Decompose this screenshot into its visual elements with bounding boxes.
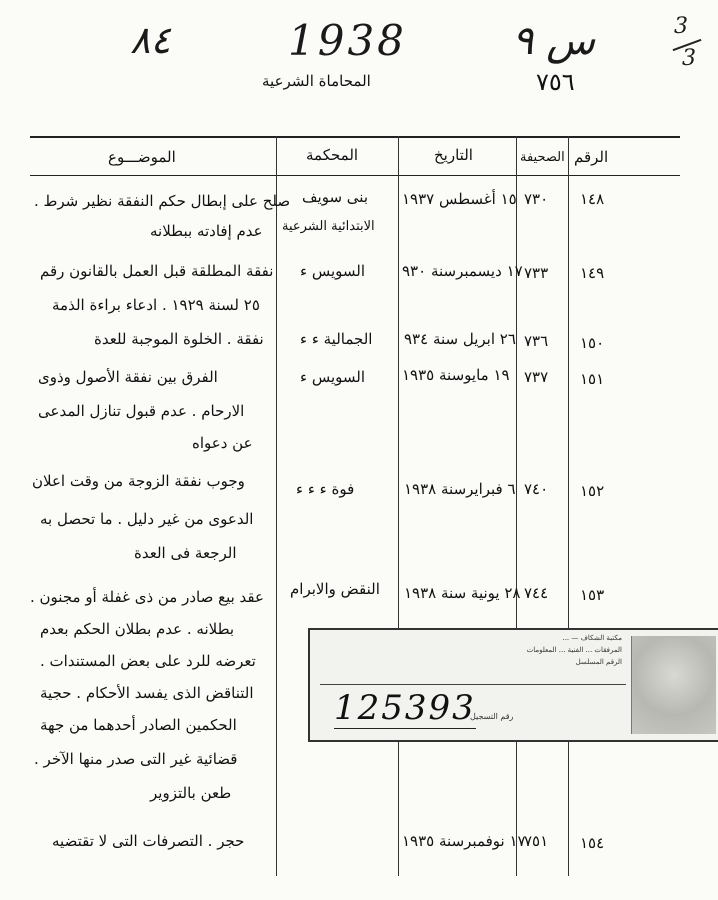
column-divider-date — [516, 136, 517, 876]
row-150-date: ٢٦ ابريل سنة ٩٣٤ — [404, 330, 516, 348]
row-150-page: ٧٣٦ — [524, 332, 549, 350]
column-divider-page — [568, 136, 569, 876]
stamp-photo — [631, 636, 716, 734]
col-header-court: المحكمة — [306, 146, 359, 164]
row-150-subject-1: نفقة . الخلوة الموجبة للعدة — [94, 330, 264, 348]
row-154-subject-1: حجر . التصرفات التى لا تقتضيه — [52, 832, 245, 850]
row-153-subject-7: طعن بالتزوير — [150, 784, 232, 802]
stamp-line-3: الرقم المسلسل — [575, 658, 622, 666]
row-153-date: ٢٨ يونية سنة ١٩٣٨ — [404, 584, 521, 602]
row-152-date: ٦ فبرايرسنة ١٩٣٨ — [404, 480, 516, 498]
col-header-page: الصحيفة — [520, 150, 565, 165]
row-153-subject-6: قضائية غير التى صدر منها الآخر . — [34, 750, 238, 768]
row-148-subject-1: صلح على إبطال حكم النفقة نظير شرط . — [34, 192, 291, 210]
row-151-page: ٧٣٧ — [524, 368, 549, 386]
library-stamp — [308, 628, 718, 742]
col-header-date: التاريخ — [434, 146, 473, 164]
journal-title: المحاماة الشرعية — [262, 72, 371, 90]
row-149-number: ١٤٩ — [580, 264, 605, 282]
row-148-number: ١٤٨ — [580, 190, 605, 208]
table-header-rule — [30, 175, 680, 176]
stamp-line-2: المرفقات ... الفنية ... المعلومات — [526, 646, 622, 654]
row-154-page: ٧٥١ — [524, 832, 549, 850]
row-152-court: فوة ﺀ ﺀ ﺀ — [296, 480, 355, 498]
row-153-court: النقض والابرام — [290, 580, 380, 598]
row-152-page: ٧٤٠ — [524, 480, 549, 498]
registration-number: 125393 — [334, 688, 476, 728]
fraction-numerator: 3 — [674, 14, 688, 39]
row-148-court-2: الابتدائية الشرعية — [282, 219, 375, 234]
row-151-date: ١٩ مايوسنة ١٩٣٥ — [402, 366, 510, 384]
row-153-number: ١٥٣ — [580, 586, 605, 604]
row-149-subject-1: نفقة المطلقة قبل العمل بالقانون رقم — [40, 262, 274, 280]
row-153-subject-4: التناقض الذى يفسد الأحكام . حجية — [40, 684, 254, 702]
row-152-subject-1: وجوب نفقة الزوجة من وقت اعلان — [32, 472, 245, 490]
row-153-subject-5: الحكمين الصادر أحدهما من جهة — [40, 716, 237, 734]
row-154-date: ١٧ نوفمبرسنة ١٩٣٥ — [402, 832, 526, 850]
col-header-subject: الموضـــوع — [108, 148, 176, 166]
row-152-subject-3: الرجعة فى العدة — [134, 544, 237, 562]
row-154-number: ١٥٤ — [580, 834, 605, 852]
row-149-date: ١٧ ديسمبرسنة ٩٣٠ — [402, 262, 523, 280]
fraction-denominator: 3 — [682, 46, 696, 71]
row-149-page: ٧٣٣ — [524, 264, 549, 282]
handwritten-number: ٨٤ — [130, 18, 171, 62]
page-number: ٧٥٦ — [536, 68, 575, 96]
row-150-number: ١٥٠ — [580, 334, 605, 352]
stamp-divider — [320, 684, 626, 685]
row-151-subject-3: عن دعواه — [192, 434, 253, 452]
row-150-court: الجمالية ﺀ ﺀ — [300, 330, 373, 348]
row-151-subject-2: الارحام . عدم قبول تنازل المدعى — [38, 402, 245, 420]
row-148-date: ١٥ أغسطس ١٩٣٧ — [402, 190, 517, 208]
row-153-subject-1: عقد بيع صادر من ذى غفلة أو مجنون . — [30, 588, 264, 606]
table-top-rule — [30, 136, 680, 138]
row-152-number: ١٥٢ — [580, 482, 605, 500]
column-divider-subject — [276, 136, 277, 876]
row-152-subject-2: الدعوى من غير دليل . ما تحصل به — [40, 510, 254, 528]
row-153-subject-2: بطلانه . عدم بطلان الحكم بعدم — [40, 620, 235, 638]
stamp-line-1: مكتبة الشكاف — ... — [562, 634, 622, 642]
row-151-subject-1: الفرق بين نفقة الأصول وذوى — [38, 368, 218, 386]
column-divider-court — [398, 136, 399, 876]
row-153-page: ٧٤٤ — [524, 584, 549, 602]
row-148-court: بنى سويف — [302, 188, 368, 206]
row-149-subject-2: ٢٥ لسنة ١٩٢٩ . ادعاء براءة الذمة — [52, 296, 260, 314]
row-151-number: ١٥١ — [580, 370, 605, 388]
row-148-page: ٧٣٠ — [524, 190, 549, 208]
row-153-subject-3: تعرضه للرد على بعض المستندات . — [40, 652, 256, 670]
row-148-subject-2: عدم إفادته ببطلانه — [150, 222, 263, 240]
row-149-court: السويس ﺀ — [300, 262, 365, 280]
handwritten-year: 1938 — [288, 16, 407, 65]
col-header-number: الرقم — [574, 148, 609, 166]
handwritten-reference: س ٩ — [512, 18, 596, 64]
registration-label: رقم التسجيل — [470, 712, 514, 721]
row-151-court: السويس ﺀ — [300, 368, 365, 386]
